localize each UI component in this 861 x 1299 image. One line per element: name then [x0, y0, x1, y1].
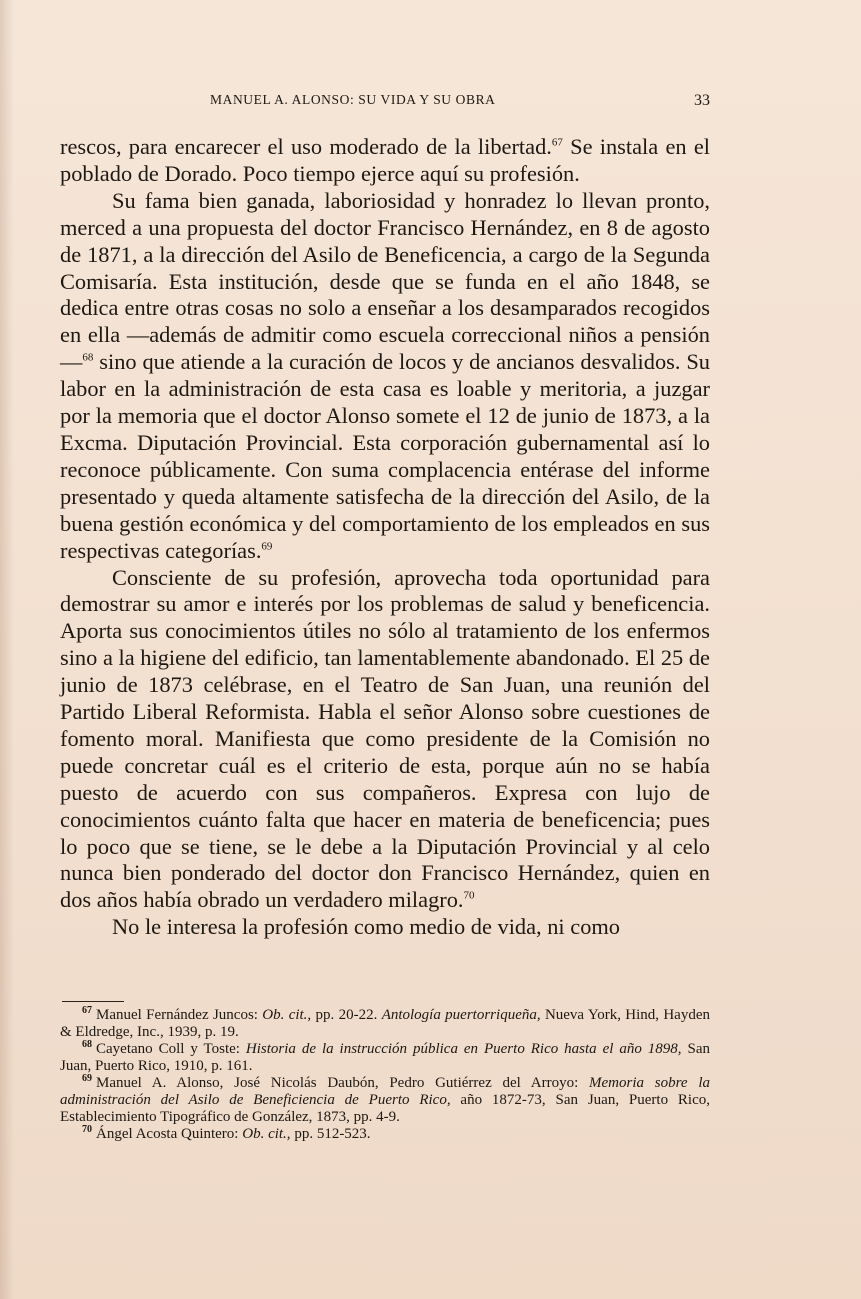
footnote-text: Ángel Acosta Quintero:: [96, 1126, 243, 1142]
footnote-text: San Juan, Puerto Rico, 1910, p. 161.: [60, 1041, 710, 1074]
page-header: [60, 92, 710, 114]
footnote-text: Nueva York, Hind, Hayden & Eldredge, Inc., 1939, p. 19.: [60, 1007, 710, 1040]
footnote-title: Ob. cit.,: [242, 1126, 291, 1142]
footnote-ref: 70: [463, 889, 475, 902]
footnote-text: año 1872-73, San Juan, Puerto Rico, Establecimiento Tipográfico de González, 1873, pp. 4-9.: [60, 1092, 711, 1125]
footnote-divider: [62, 1001, 124, 1002]
footnotes: [60, 1007, 710, 1143]
paragraph-3: [60, 565, 710, 915]
footnote-68: [60, 1041, 710, 1075]
footnote-text: Cayetano Coll y Toste:: [96, 1041, 246, 1057]
footnote-number: 69: [82, 1073, 92, 1084]
footnote-69: [60, 1075, 710, 1126]
footnote-text: pp. 20-22.: [311, 1007, 382, 1023]
footnote-text: Manuel Fernández Juncos:: [96, 1007, 263, 1023]
footnote-number: 67: [82, 1005, 92, 1016]
footnote-title: Antología puertorriqueña,: [381, 1007, 541, 1023]
footnote-title: Historia de la instrucción pública en Puerto Rico hasta el año 1898,: [245, 1041, 682, 1057]
paragraph-text: Consciente de su profesión, aprovecha toda oportunidad para demostrar su amor e interés por los problemas de salud y beneficencia. Aporta sus conocimientos útiles no sólo al tratamiento de los enfermos sino a la higiene del edificio, tan lamentablemente abandonado. El 25 de junio de 1873 celébrase, en el Teatro de San Juan, una reunión del Partido Liberal Reformista. Habla el señor Alonso sobre cuestiones de fomento moral. Manifiesta que como presidente de la Comisión no puede concretar cuál es el criterio de esta, porque aún no se había puesto de acuerdo con sus compañeros. Expresa con lujo de conocimientos cuánto falta que hacer en materia de beneficencia; pues lo poco que se tiene, se le debe a la Diputación Provincial y al celo nunca bien ponderado del doctor don Francisco Hernández, quien en dos años había obrado un verdadero milagro.: [60, 564, 710, 913]
footnote-text: Manuel A. Alonso, José Nicolás Daubón, Pedro Gutiérrez del Arroyo:: [96, 1075, 590, 1091]
footnote-number: 70: [82, 1124, 92, 1135]
footnote-title: Ob. cit.,: [262, 1007, 312, 1023]
footnote-text: pp. 512-523.: [290, 1126, 371, 1142]
paragraph-4: [60, 914, 710, 941]
footnote-70: [60, 1126, 710, 1143]
footnote-ref: 69: [261, 540, 273, 553]
paragraph-2: [60, 188, 710, 565]
body-text: [60, 134, 710, 941]
footnote-67: [60, 1007, 710, 1041]
page-number: 33: [694, 92, 710, 109]
footnote-title: Memoria sobre la administración del Asilo de Beneficiencia de Puerto Rico,: [60, 1075, 711, 1108]
paragraph-text: sino que atiende a la curación de locos y de ancianos desvalidos. Su labor en la administración de esta casa es loable y meritoria, a juzgar por la memoria que el doctor Alonso somete el 12 de junio de 1873, a la Excma. Diputación Provincial. Esta corporación gubernamental así lo reconoce públicamente. Con suma complacencia entérase del informe presentado y queda altamente satisfecha de la dirección del Asilo, de la buena gestión económica y del comportamiento de los empleados en sus respectivas categorías.: [60, 349, 710, 563]
footnote-ref: 68: [82, 351, 94, 364]
paragraph-text: Su fama bien ganada, laboriosidad y honradez lo llevan pronto, merced a una propuesta del doctor Francisco Hernández, en 8 de agosto de 1871, a la dirección del Asilo de Beneficencia, a cargo de la Segunda Comisaría. Esta institución, desde que se funda en el año 1848, se dedica entre otras cosas no solo a enseñar a los desamparados recogidos en ella —además de admitir como escuela correccional niños a pensión—: [60, 187, 710, 375]
running-title: MANUEL A. ALONSO: SU VIDA Y SU OBRA: [210, 92, 496, 107]
paragraph-1: [60, 134, 710, 188]
footnote-ref: 67: [551, 136, 563, 149]
paragraph-text: No le interesa la profesión como medio de vida, ni como: [112, 914, 620, 940]
footnote-number: 68: [82, 1039, 92, 1050]
paragraph-text: Se instala en el poblado de Dorado. Poco tiempo ejerce aquí su profesión.: [60, 134, 710, 186]
paragraph-text: rescos, para encarecer el uso moderado de la libertad.: [60, 134, 552, 159]
